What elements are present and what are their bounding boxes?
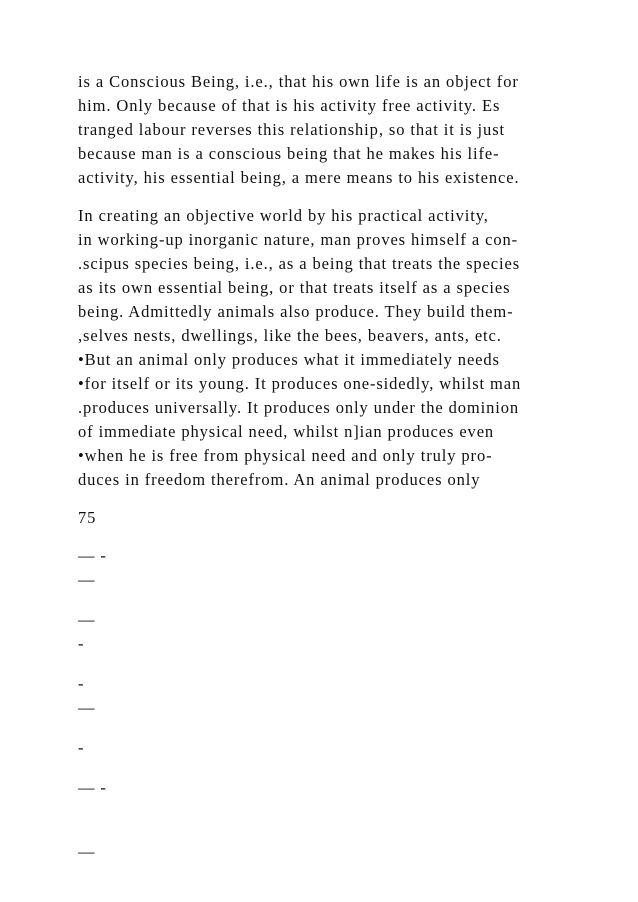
paragraph-1-line-4: because man is a conscious being that he makes his life- [78, 144, 500, 163]
paragraph-2-line-1: In creating an objective world by his practical activity, [78, 206, 489, 225]
paragraph-2-line-9: .produces universally. It produces only under the dominion [78, 398, 520, 417]
stray-mark-2: — [78, 570, 96, 589]
paragraph-2-line-10: of immediate physical need, whilst n]ian produces even [78, 422, 495, 441]
paragraph-2-line-4: as its own essential being, or that treats itself as a species [78, 278, 511, 297]
paragraph-2-line-3: .scipus species being, i.e., as a being that treats the species [78, 254, 521, 273]
stray-mark-4: - [78, 634, 85, 653]
paragraph-2-line-6: ,selves nests, dwellings, like the bees, beavers, ants, etc. [78, 326, 502, 345]
stray-mark-9: — [78, 842, 96, 861]
paragraph-1-line-2: him. Only because of that is his activity free activity. Es [78, 96, 501, 115]
paragraph-1-line-5: activity, his essential being, a mere means to his existence. [78, 168, 520, 187]
stray-mark-7: - [78, 738, 85, 757]
paragraph-2-line-12: duces in freedom therefrom. An animal produces only [78, 470, 481, 489]
stray-mark-8: — - [78, 778, 107, 797]
stray-mark-3: — [78, 610, 96, 629]
paragraph-1-line-1: is a Conscious Being, i.e., that his own life is an object for [78, 72, 519, 91]
paragraph-2-line-11: •when he is free from physical need and only truly pro- [78, 446, 493, 465]
paragraph-2-line-7: •But an animal only produces what it immediately needs [78, 350, 500, 369]
paragraph-2-line-5: being. Admittedly animals also produce. They build them- [78, 302, 514, 321]
stray-mark-5: - [78, 674, 85, 693]
paragraph-1-line-3: tranged labour reverses this relationship, so that it is just [78, 120, 505, 139]
paragraph-2-line-2: in working-up inorganic nature, man proves himself a con- [78, 230, 519, 249]
stray-mark-6: — [78, 698, 96, 717]
stray-mark-1: — - [78, 546, 107, 565]
page-number: 75 [78, 508, 97, 527]
paragraph-2-line-8: •for itself or its young. It produces one-sidedly, whilst man [78, 374, 522, 393]
